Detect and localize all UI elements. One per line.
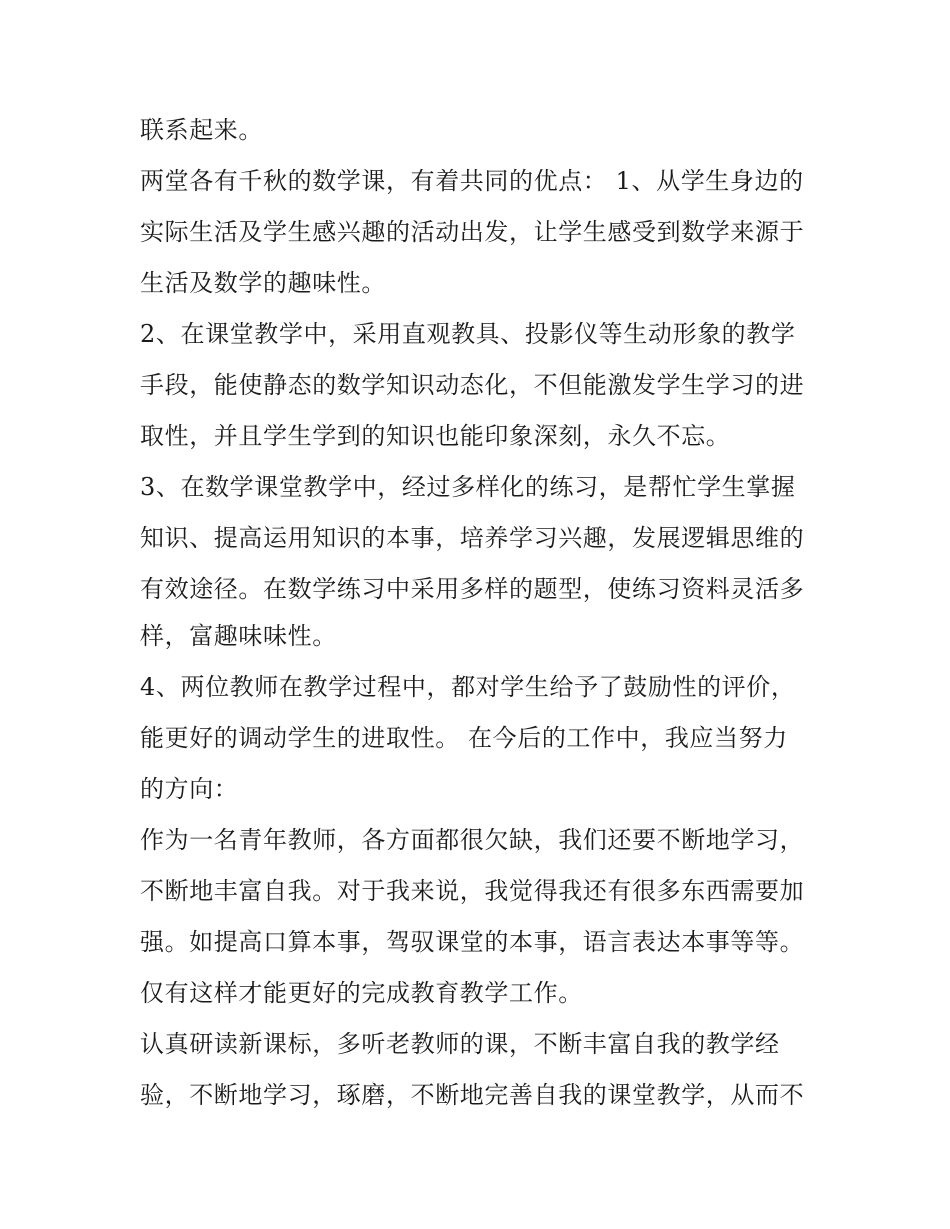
text-line: 联系起来。: [140, 116, 263, 144]
text-line: 生活及数学的趣味性。: [140, 269, 386, 297]
text-line: 的方向：: [140, 775, 239, 803]
text-line: 知识、提高运用知识的本事，培养学习兴趣，发展逻辑思维的: [140, 524, 805, 552]
text-line: 认真研读新课标，多听老教师的课，不断丰富自我的教学经: [140, 1030, 780, 1058]
text-line: 验，不断地学习，琢磨，不断地完善自我的课堂教学，从而不: [140, 1081, 805, 1109]
text-line: 取性，并且学生学到的知识也能印象深刻，永久不忘。: [140, 422, 731, 450]
text-line: 仅有这样才能更好的完成教育教学工作。: [140, 979, 583, 1007]
text-line: 实际生活及学生感兴趣的活动出发，让学生感受到数学来源于: [140, 218, 805, 246]
text-line: 4、两位教师在教学过程中，都对学生给予了鼓励性的评价，: [140, 673, 796, 701]
text-line: 2、在课堂教学中，采用直观教具、投影仪等生动形象的教学: [140, 320, 796, 348]
text-line: 不断地丰富自我。对于我来说，我觉得我还有很多东西需要加: [140, 877, 805, 905]
text-line: 样，富趣味味性。: [140, 622, 337, 650]
text-line: 作为一名青年教师，各方面都很欠缺，我们还要不断地学习，: [140, 826, 805, 854]
text-line: 手段，能使静态的数学知识动态化，不但能激发学生学习的进: [140, 371, 805, 399]
text-line: 3、在数学课堂教学中，经过多样化的练习，是帮忙学生掌握: [140, 473, 796, 501]
text-line: 强。如提高口算本事，驾驭课堂的本事，语言表达本事等等。: [140, 928, 805, 956]
text-line: 两堂各有千秋的数学课，有着共同的优点： 1、从学生身边的: [140, 167, 804, 195]
text-line: 能更好的调动学生的进取性。 在今后的工作中，我应当努力: [140, 724, 788, 752]
text-line: 有效途径。在数学练习中采用多样的题型，使练习资料灵活多: [140, 575, 805, 603]
